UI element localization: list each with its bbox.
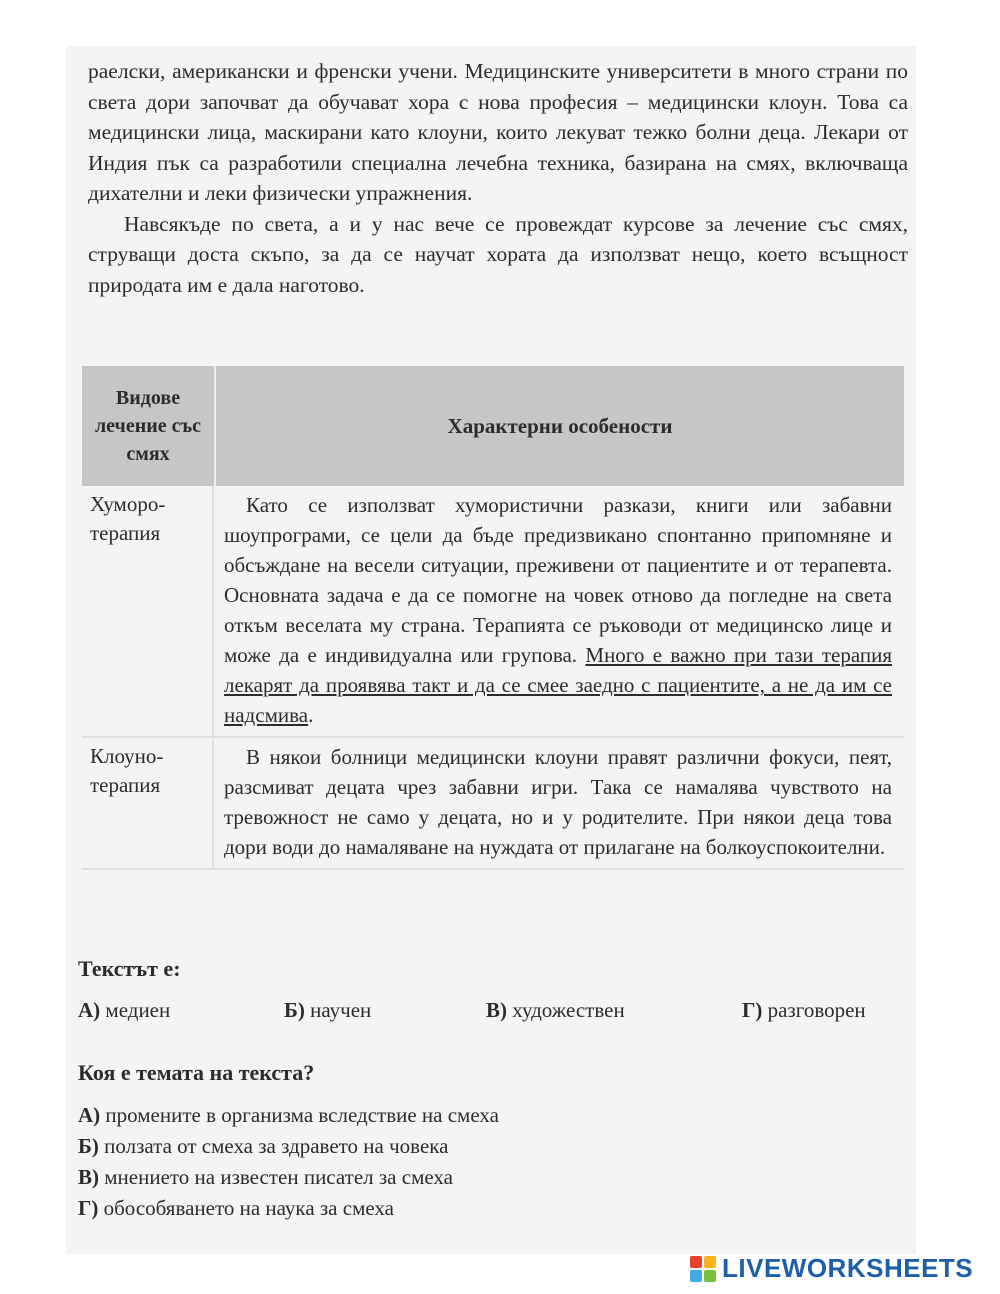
- row-description: В някои болници медицински клоуни правят различни фокуси, пеят, разсмиват децата чрез забавни игри. Така се намалява чувството на тревожност не само у децата, но и у родителите. При някои деца това дори води до намаляване на нуждата от прилагане на болкоуспокоителни.: [224, 745, 892, 859]
- logo-icon: [690, 1256, 716, 1282]
- q2-option-b[interactable]: [78, 1131, 499, 1162]
- q2-option-d[interactable]: [78, 1193, 499, 1224]
- q1-option-c[interactable]: [486, 998, 625, 1023]
- option-letter: Г): [742, 998, 763, 1022]
- option-letter: Б): [284, 998, 305, 1022]
- option-text: мнението на известен писател за смеха: [104, 1165, 453, 1189]
- option-text: ползата от смеха за здравето на човека: [104, 1134, 449, 1158]
- option-text: разговорен: [767, 998, 866, 1022]
- liveworksheets-logo: [690, 1253, 973, 1284]
- q2-option-c[interactable]: [78, 1162, 499, 1193]
- option-text: промените в организма вследствие на смеха: [105, 1103, 499, 1127]
- intro-paragraph-1: раелски, американски и френски учени. Медицинските университети в много страни по света дори започват да обучават хора с нова професия – медицински клоун. Това са медицински лица, маскирани като клоуни, които лекуват тежко болни деца. Лекари от Индия пък са разработили специална лечебна техника, базирана на смях, включваща дихателни и леки физически упражнения.: [88, 59, 908, 205]
- row-text-end: .: [308, 703, 314, 727]
- logo-square: [704, 1256, 716, 1268]
- header-types: Видове лечение със смях: [82, 366, 216, 486]
- intro-paragraph-2: Навсякъде по света, а и у нас вече се провеждат курсове за лечение със смях, струващи доста скъпо, за да се научат хората да използват нещо, което всъщност природата им е дала наготово.: [88, 211, 908, 297]
- question-2-title: Коя е темата на текста?: [78, 1060, 315, 1085]
- option-letter: Б): [78, 1134, 99, 1158]
- q1-option-a[interactable]: [78, 998, 170, 1023]
- logo-square: [690, 1270, 702, 1282]
- header-features: Характерни особености: [447, 413, 673, 438]
- row-type: Хуморо-терапия: [82, 486, 214, 736]
- table-row: [82, 486, 904, 738]
- logo-text: LIVEWORKSHEETS: [722, 1253, 974, 1283]
- option-text: научен: [310, 998, 372, 1022]
- table-row: [82, 738, 904, 870]
- laughter-therapy-table: [82, 366, 904, 870]
- q1-option-b[interactable]: [284, 998, 371, 1023]
- option-letter: Г): [78, 1196, 99, 1220]
- option-letter: А): [78, 998, 101, 1022]
- q2-options: [78, 1100, 499, 1224]
- option-letter: В): [78, 1165, 99, 1189]
- question-1-title: Текстът е:: [78, 956, 181, 981]
- row-text: Като се използват хумористични разкази, книги или забавни шоупрограми, се цели да бъде предизвикано спонтанно припомняне и обсъждане на весели ситуации, преживени от пациентите и от терапевта. Основната задача е да се помогне на човек отново да погледне на света откъм веселата му страна. Терапията се ръководи от медицинско лице и може да е индивидуална или групова.: [224, 493, 892, 667]
- q1-option-d[interactable]: [742, 998, 866, 1023]
- intro-text: [88, 56, 908, 300]
- q2-option-a[interactable]: [78, 1100, 499, 1131]
- table-header: [82, 366, 904, 486]
- logo-square: [690, 1256, 702, 1268]
- row-type: Клоуно-терапия: [82, 738, 214, 868]
- logo-square: [704, 1270, 716, 1282]
- option-letter: В): [486, 998, 507, 1022]
- option-letter: А): [78, 1103, 101, 1127]
- row-description: [214, 486, 904, 736]
- underlined-text: Много е важно при тази терапия лекарят да проявява такт и да се смее заедно с пациентите, а не да им се надсмива: [224, 643, 893, 727]
- option-text: медиен: [105, 998, 171, 1022]
- option-text: обособяването на наука за смеха: [103, 1196, 394, 1220]
- option-text: художествен: [512, 998, 625, 1022]
